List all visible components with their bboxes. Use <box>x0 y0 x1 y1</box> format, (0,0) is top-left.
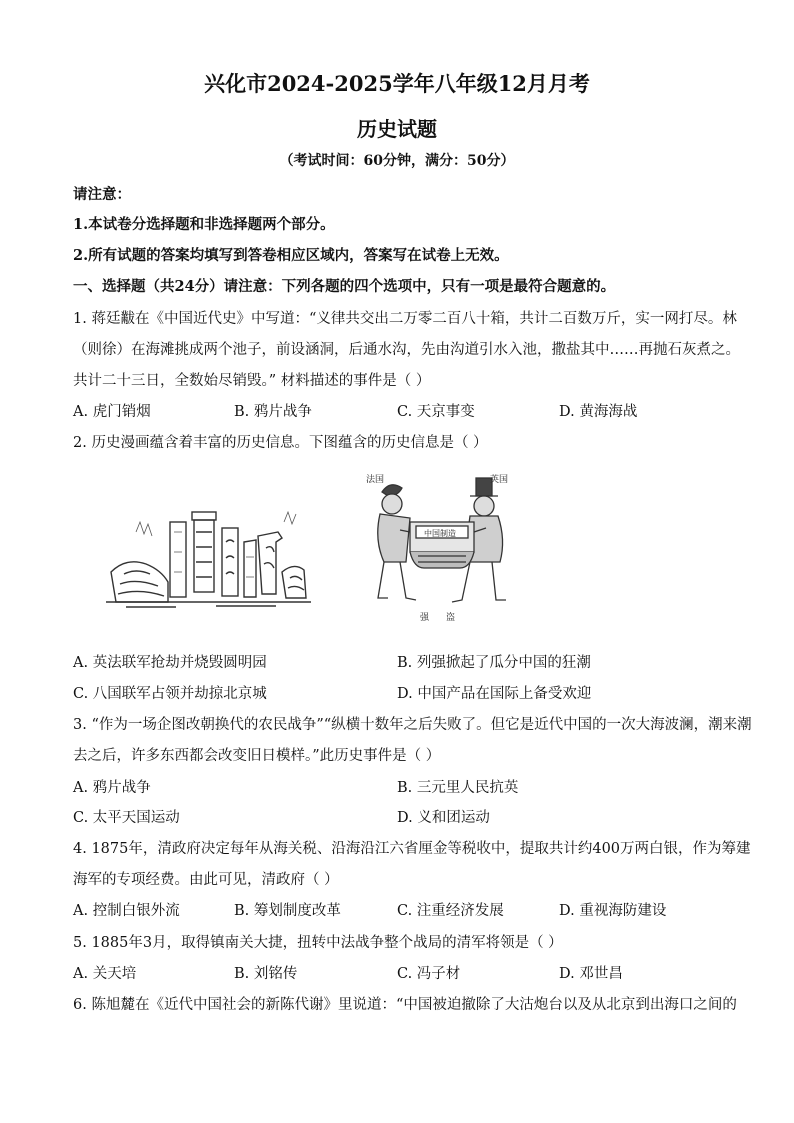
q5-option-c: C. 冯子材 <box>397 966 461 982</box>
q4-option-c: C. 注重经济发展 <box>397 903 504 919</box>
q4-option-b: B. 筹划制度改革 <box>234 903 341 919</box>
cartoon-word-1: 强 <box>420 613 430 623</box>
notice-item-1: 1.本试卷分选择题和非选择题两个部分。 <box>73 216 335 233</box>
cartoon-image <box>354 470 524 630</box>
notice-item-2: 2.所有试题的答案均填写到答卷相应区域内，答案写在试卷上无效。 <box>73 247 509 264</box>
q1-option-c: C. 天京事变 <box>397 404 475 420</box>
q2-option-d: D. 中国产品在国际上备受欢迎 <box>397 686 592 702</box>
cartoon-label-britain: 英国 <box>490 475 509 485</box>
q3-option-b: B. 三元里人民抗英 <box>397 780 519 796</box>
q2-option-b: B. 列强掀起了瓜分中国的狂潮 <box>397 655 591 671</box>
q2-line1: 2. 历史漫画蕴含着丰富的历史信息。下图蕴含的历史信息是（ ） <box>73 435 488 451</box>
q3-option-c: C. 太平天国运动 <box>73 810 180 826</box>
q1-option-b: B. 鸦片战争 <box>234 404 312 420</box>
q1-line1: 1. 蒋廷黻在《中国近代史》中写道：“义律共交出二万零二百八十箱，共计二百数万斤，实一网打尽。林 <box>73 311 737 327</box>
q2-option-a: A. 英法联军抢劫并烧毁圆明园 <box>73 655 267 671</box>
q3-option-d: D. 义和团运动 <box>397 810 490 826</box>
q4-option-a: A. 控制白银外流 <box>73 903 180 919</box>
q4-line1: 4. 1875年，清政府决定每年从海关税、沿海沿江六省厘金等税收中，提取共计约400万两白银，作为筹建 <box>73 841 751 857</box>
exam-info: （考试时间：60分钟，满分：50分） <box>279 153 515 169</box>
q2-option-c: C. 八国联军占领并劫掠北京城 <box>73 686 267 702</box>
q4-line2: 海军的专项经费。由此可见，清政府（ ） <box>73 872 339 888</box>
cartoon-word-2: 盗 <box>446 613 456 623</box>
subject-title: 历史试题 <box>357 117 437 141</box>
q5-option-d: D. 邓世昌 <box>559 966 623 982</box>
notice-label: 请注意： <box>73 186 131 203</box>
q5-line1: 5. 1885年3月，取得镇南关大捷，扭转中法战争整个战局的清军将领是（ ） <box>73 935 563 951</box>
q4-option-d: D. 重视海防建设 <box>559 903 667 919</box>
q5-option-b: B. 刘铭传 <box>234 966 298 982</box>
q1-line3: 共计二十三日，全数始尽销毁。” 材料描述的事件是（ ） <box>73 373 431 389</box>
ruins-sketch-image <box>106 502 311 612</box>
q3-line2: 去之后，许多东西都会改变旧日模样。”此历史事件是（ ） <box>73 748 441 764</box>
q6-line1: 6. 陈旭麓在《近代中国社会的新陈代谢》里说道：“中国被迫撤除了大沽炮台以及从北京到出海口之间的 <box>73 997 737 1013</box>
q1-line2: （则徐）在海滩挑成两个池子，前设涵洞，后通水沟，先由沟道引水入池，撒盐其中……再抛石灰煮之。 <box>73 342 740 358</box>
exam-title: 兴化市2024-2025学年八年级12月月考 <box>204 71 590 96</box>
cartoon-box-label: 中国制造 <box>424 529 456 538</box>
cartoon-label-france: 法国 <box>366 475 385 485</box>
q1-option-a: A. 虎门销烟 <box>73 404 151 420</box>
q1-option-d: D. 黄海海战 <box>559 404 638 420</box>
section-heading: 一、选择题（共24分）请注意：下列各题的四个选项中，只有一项是最符合题意的。 <box>73 278 616 295</box>
q5-option-a: A. 关天培 <box>73 966 137 982</box>
q3-option-a: A. 鸦片战争 <box>73 780 151 796</box>
q3-line1: 3. “作为一场企图改朝换代的农民战争”“纵横十数年之后失败了。但它是近代中国的一次大海波澜，潮来潮 <box>73 717 752 733</box>
